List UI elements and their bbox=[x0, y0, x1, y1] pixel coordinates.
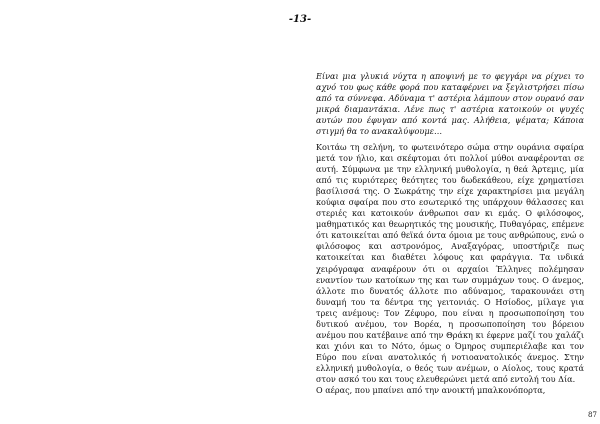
intro-paragraph-block bbox=[316, 71, 584, 137]
intro-paragraph: Είναι μια γλυκιά νύχτα η αποψινή με το φεγγάρι να ρίχνει το αχνό του φως κάθε φορά που καταφέρνει να ξεγλιστρήσει πίσω από τα σύννεφα. Αδύναμα τ' αστέρια λάμπουν στον ουρανό σαν μικρά διαμαντάκια. Λένε πως τ' αστέρια κατοικούν οι ψυχές αυτών που έφυγαν από κοντά μας. Αλήθεια, ψέματα; Κάποια στιγμή θα το ανακαλύψουμε… bbox=[316, 71, 584, 137]
body-paragraph: Ο αέρας, που μπαίνει από την ανοικτή μπαλκονόπορτα, bbox=[316, 385, 546, 396]
body-text-block bbox=[316, 142, 584, 396]
body-paragraph: Κοιτάω τη σελήνη, το φωτεινότερο σώμα στην ουράνια σφαίρα μετά τον ήλιο, και σκέφτομαι ότι πολλοί μύθοι αναφέρονται σε αυτή. Σύμφωνα με την ελληνική μυθολογία, η θεά Άρτεμις, μία από τις κυριότερες θεότητες του δωδεκάθεου, είχε χρηματίσει βασίλισσά της. Ο Σωκράτης την είχε χαρακτηρίσει μια μεγάλη κούφια σφαίρα που στο εσωτερικό της υπάρχουν θάλασσες και στεριές και κατοικούν άνθρωποι σαν κι εμάς. Ο φιλόσοφος, μαθηματικός και θεωρητικός της μουσικής, Πυθαγόρας, επέμενε ότι κατοικείται από θεϊκά όντα όμοια με τους ανθρώπους, ενώ ο φιλόσοφος και αστρονόμος, Αναξαγόρας, υποστήριζε πως κατοικείται και διαθέτει λόφους και φαράγγια. Τα ινδικά χειρόγραφα αναφέρουν ότι οι αρχαίοι Έλληνες πολέμησαν εναντίον των κατοίκων της και των συμμάχων τους. Ο άνεμος, άλλοτε πιο δυνατός άλλοτε πιο αδύναμος, ταρακουνάει στη δυναμή του τα δέντρα της γειτονιάς. Ο Ησίοδος, μίλαγε για τρεις ανέμους: Τον Ζέφυρο, που είναι η προσωποποίηση του δυτικού ανέμου, τον Βορέα, η προσωποποίηση του βόρειου ανέμου που κατέβαινε από την Θράκη κι έφερνε μαζί του χαλάζι και χιόνι και το Νότο, όμως ο Όμηρος συμπεριέλαβε και τον Εύρο που είναι ανατολικός ή νοτιοανατολικός άνεμος. Στην ελληνική μυθολογία, ο θεός των ανέμων, ο Αίολος, τους κρατά στον ασκό του και τους ελευθερώνει μετά από εντολή του Δία. bbox=[316, 142, 584, 384]
page-marker: -13- bbox=[288, 14, 312, 25]
page-number: 87 bbox=[588, 411, 597, 419]
